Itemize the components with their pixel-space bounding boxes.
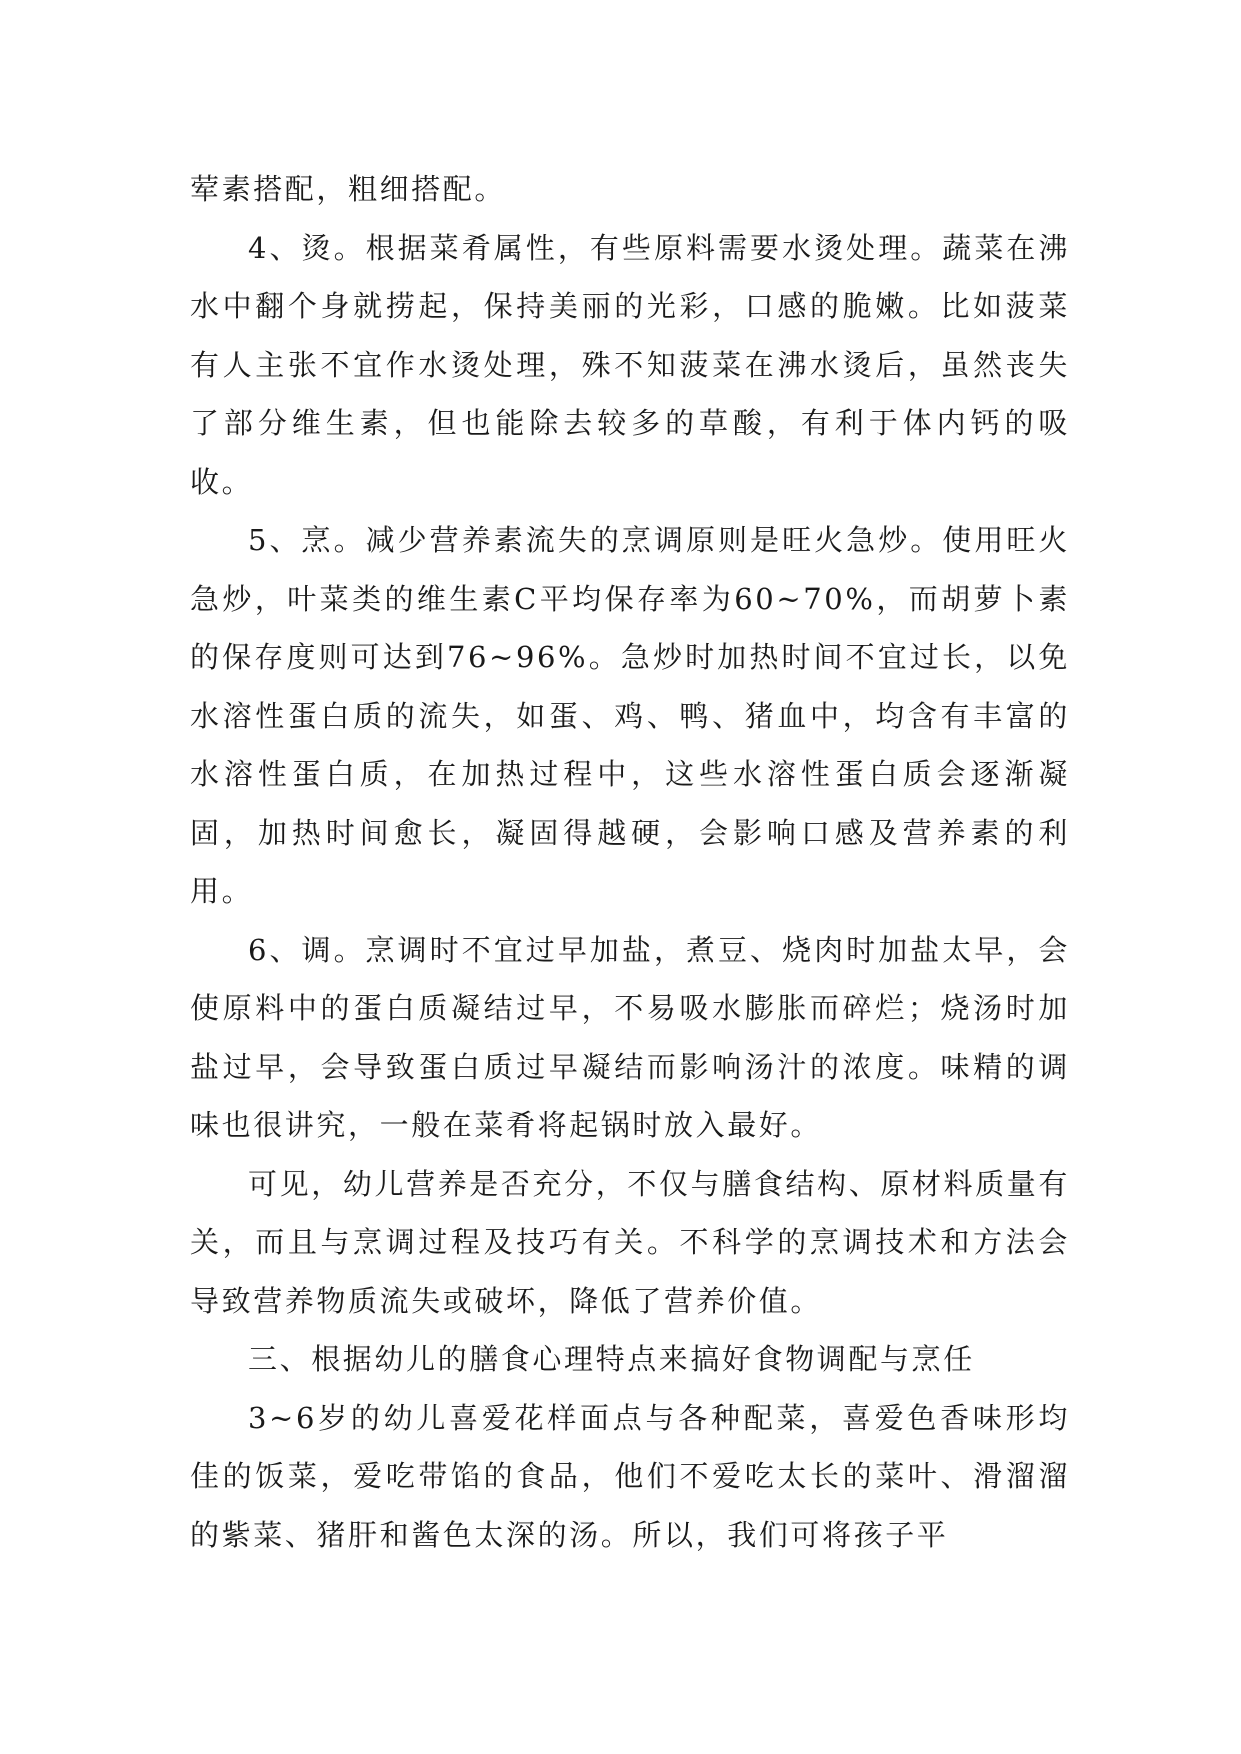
document-body [190,160,1070,1564]
paragraph-child-preferences: 3~6岁的幼儿喜爱花样面点与各种配菜，喜爱色香味形均佳的饭菜，爱吃带馅的食品，他们不爱吃太长的菜叶、滑溜溜的紫菜、猪肝和酱色太深的汤。所以，我们可将孩子平 [190,1400,1070,1552]
paragraph-4-blanching: 4、烫。根据菜肴属性，有些原料需要水烫处理。蔬菜在沸水中翻个身就捞起，保持美丽的光彩，口感的脆嫩。比如菠菜有人主张不宜作水烫处理，殊不知菠菜在沸水烫后，虽然丧失了部分维生素，但也能除去较多的草酸，有利于体内钙的吸收。 [190,230,1070,499]
paragraph-6-seasoning: 6、调。烹调时不宜过早加盐，煮豆、烧肉时加盐太早，会使原料中的蛋白质凝结过早，不易吸水膨胀而碎烂；烧汤时加盐过早，会导致蛋白质过早凝结而影响汤汁的浓度。味精的调味也很讲究，一般在菜肴将起锅时放入最好。 [190,932,1070,1142]
paragraph-5-stir-fry: 5、烹。减少营养素流失的烹调原则是旺火急炒。使用旺火急炒，叶菜类的维生素C平均保存率为60~70%，而胡萝卜素的保存度则可达到76~96%。急炒时加热时间不宜过长，以免水溶性蛋白质的流失，如蛋、鸡、鸭、猪血中，均含有丰富的水溶性蛋白质，在加热过程中，这些水溶性蛋白质会逐渐凝固，加热时间愈长，凝固得越硬，会影响口感及营养素的利用。 [190,523,1070,908]
paragraph-summary: 可见，幼儿营养是否充分，不仅与膳食结构、原材料质量有关，而且与烹调过程及技巧有关。不科学的烹调技术和方法会导致营养物质流失或破坏，降低了营养价值。 [190,1166,1070,1318]
section-heading-3: 三、根据幼儿的膳食心理特点来搞好食物调配与烹任 [248,1342,975,1376]
paragraph-meat-veg-continuation: 荤素搭配，粗细搭配。 [190,172,507,206]
